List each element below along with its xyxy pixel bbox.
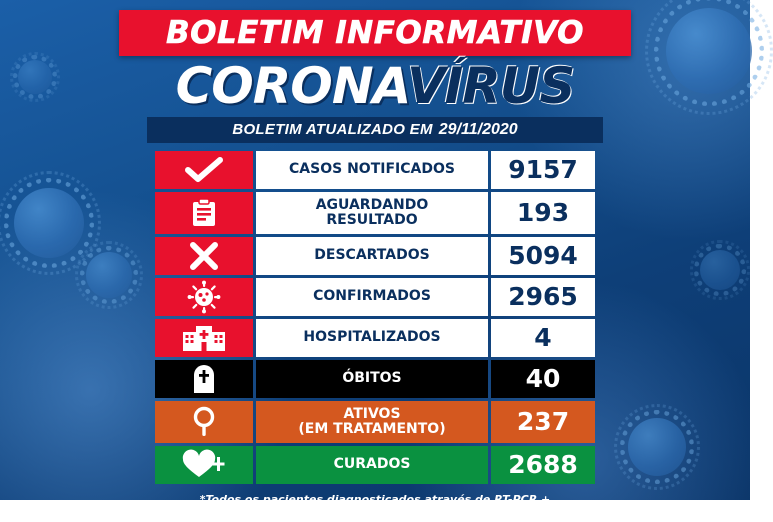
row-label xyxy=(256,319,488,357)
row-value-text: 9157 xyxy=(508,155,578,184)
row-label-text xyxy=(316,198,429,227)
row-value xyxy=(491,401,595,443)
row-label xyxy=(256,401,488,443)
update-banner xyxy=(147,117,603,143)
virus-decoration-icon xyxy=(14,188,84,258)
heart-plus-icon xyxy=(155,446,253,484)
virus-decoration-icon xyxy=(700,250,740,290)
magnifier-icon xyxy=(155,401,253,443)
row-label-line1: ATIVOS xyxy=(343,406,400,422)
row-value xyxy=(491,192,595,234)
title-banner xyxy=(119,10,631,56)
hospital-icon xyxy=(155,319,253,357)
row-label-text: CURADOS xyxy=(334,457,411,472)
row-value xyxy=(491,446,595,484)
row-value xyxy=(491,237,595,275)
check-icon xyxy=(155,151,253,189)
row-label-line1: AGUARDANDO xyxy=(316,197,429,213)
row-label-text: CONFIRMADOS xyxy=(313,289,431,304)
table-row xyxy=(155,151,595,189)
table-row xyxy=(155,278,595,316)
row-value xyxy=(491,151,595,189)
tombstone-icon xyxy=(155,360,253,398)
row-label-text xyxy=(298,407,445,436)
row-label xyxy=(256,360,488,398)
row-label-text: HOSPITALIZADOS xyxy=(303,330,440,345)
row-value-text: 40 xyxy=(526,364,561,393)
stats-table xyxy=(155,151,595,484)
page-title: BOLETIM INFORMATIVO xyxy=(166,15,584,51)
row-value-text: 237 xyxy=(517,407,569,436)
footnote-line1: *Todos os pacientes diagnosticados através de RT-PCR + xyxy=(0,493,750,508)
virus-icon xyxy=(155,278,253,316)
row-value-text: 4 xyxy=(534,323,551,352)
table-row xyxy=(155,192,595,234)
row-value-text: 2965 xyxy=(508,282,578,311)
row-label xyxy=(256,192,488,234)
table-row xyxy=(155,401,595,443)
table-row xyxy=(155,237,595,275)
table-row xyxy=(155,446,595,484)
row-label xyxy=(256,151,488,189)
row-label xyxy=(256,237,488,275)
poster-header xyxy=(0,0,750,143)
row-label xyxy=(256,446,488,484)
row-label xyxy=(256,278,488,316)
footnote xyxy=(0,493,750,522)
table-row xyxy=(155,360,595,398)
clipboard-icon xyxy=(155,192,253,234)
update-label: BOLETIM ATUALIZADO EM xyxy=(232,121,432,138)
row-value-text: 193 xyxy=(517,198,569,227)
row-label-text: DESCARTADOS xyxy=(314,248,429,263)
row-value-text: 2688 xyxy=(508,450,578,479)
row-value xyxy=(491,319,595,357)
brand-title-part2: VÍRUS xyxy=(407,57,574,115)
brand-title xyxy=(0,60,750,113)
row-label-text: CASOS NOTIFICADOS xyxy=(289,162,455,177)
update-date: 29/11/2020 xyxy=(439,121,518,139)
footnote-line2: Teste rápido + Critério clínico epidemiológicos xyxy=(0,507,750,522)
row-value xyxy=(491,360,595,398)
row-value xyxy=(491,278,595,316)
row-value-text: 5094 xyxy=(508,241,578,270)
row-label-text: ÓBITOS xyxy=(342,371,401,386)
row-label-line2: (EM TRATAMENTO) xyxy=(298,421,445,437)
row-label-line2: RESULTADO xyxy=(326,212,417,228)
cross-x-icon xyxy=(155,237,253,275)
table-row xyxy=(155,319,595,357)
virus-decoration-icon xyxy=(628,418,686,476)
virus-decoration-icon xyxy=(86,252,132,298)
brand-title-part1: CORONA xyxy=(176,57,407,115)
